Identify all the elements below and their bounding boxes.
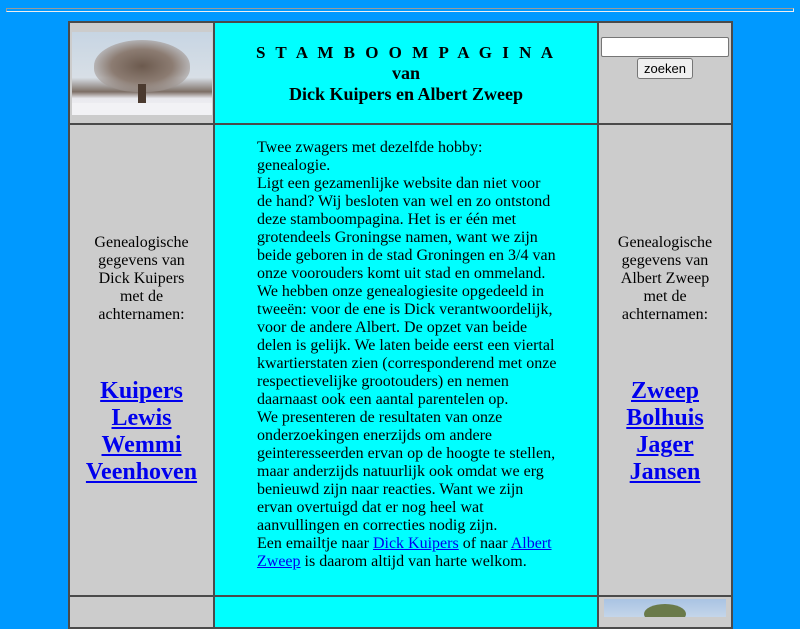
footer-right-cell xyxy=(598,596,732,628)
left-intro-line: Genealogische xyxy=(94,234,189,251)
title-authors: Dick Kuipers en Albert Zweep xyxy=(289,83,523,104)
surname-link-bolhuis[interactable]: Bolhuis xyxy=(626,405,704,431)
paragraph-5 xyxy=(257,535,557,571)
p5-middle: of naar xyxy=(458,535,511,552)
left-intro-line: achternamen: xyxy=(98,306,185,323)
page-title: S T A M B O O M P A G I N A xyxy=(255,42,556,62)
left-panel xyxy=(69,124,214,596)
tree-in-snow-image xyxy=(72,32,212,115)
search-form xyxy=(599,37,731,79)
paragraph-1: Twee zwagers met dezelfde hobby: genealogie. xyxy=(257,139,483,174)
left-intro-line: Dick Kuipers xyxy=(98,270,185,287)
right-intro-line: achternamen: xyxy=(621,306,709,323)
right-intro-line: gegevens van xyxy=(621,252,709,269)
right-intro-line: Genealogische xyxy=(617,234,713,251)
right-panel xyxy=(598,124,732,596)
surname-link-jager[interactable]: Jager xyxy=(636,432,694,458)
header-image-cell xyxy=(69,22,214,124)
surname-link-veenhoven[interactable]: Veenhoven xyxy=(85,459,198,485)
paragraph-4: We presenteren de resultaten van onze onderzoekingen enerzijds om andere geinteresseerden ervan op de hoogte te stellen, maar anderzijds natuurlijk ook omdat we erg benieuwd zijn naar reacties. Want we zijn ervan overtuigd dat er nog heel wat aanvullingen en correcties nodig zijn. xyxy=(257,409,556,534)
left-intro-line: met de xyxy=(119,288,164,305)
main-text-cell xyxy=(214,124,598,596)
left-intro-line: gegevens van xyxy=(98,252,185,269)
paragraph-2: Ligt een gezamenlijke website dan niet voor de hand? Wij besloten van wel en zo ontstond deze stamboompagina. Het is er één met grotendeels Groningse namen, want we zijn beide geboren in de stad Groningen en 3/4 van onze voorouders komt uit stad en ommeland. xyxy=(257,175,556,282)
surname-link-lewis[interactable]: Lewis xyxy=(111,405,172,431)
footer-center-cell xyxy=(214,596,598,628)
p5-suffix: is daarom altijd van harte welkom. xyxy=(300,553,527,570)
right-intro xyxy=(599,234,731,324)
surname-link-wemmi[interactable]: Wemmi xyxy=(101,432,182,458)
paragraph-3: We hebben onze genealogiesite opgedeeld in tweeën: voor de ene is Dick verantwoordelijk, voor de andere Albert. De opzet van beide delen is gelijk. We laten beide eerst een viertal kwartierstaten zien (corresponderend met onze respectievelijke grootouders) en nemen daarnaast ook een aantal parentelen op. xyxy=(257,283,557,408)
search-button[interactable]: zoeken xyxy=(637,58,693,79)
surname-link-jansen[interactable]: Jansen xyxy=(629,459,701,485)
right-surnames-list xyxy=(599,378,731,486)
search-input[interactable] xyxy=(601,37,729,57)
layout-table xyxy=(68,21,733,629)
email-link-albert-zweep[interactable]: Albert Zweep xyxy=(257,535,552,570)
left-intro xyxy=(70,234,213,324)
surname-link-zweep[interactable]: Zweep xyxy=(631,378,699,404)
intro-text xyxy=(215,139,597,571)
left-surnames-list xyxy=(70,378,213,486)
p5-prefix: Een emailtje naar xyxy=(257,535,373,552)
email-link-dick-kuipers[interactable]: Dick Kuipers xyxy=(372,535,459,552)
tree-crown-shape xyxy=(644,604,686,617)
search-cell xyxy=(598,22,732,124)
tree-photo-image xyxy=(604,599,726,617)
surname-link-kuipers[interactable]: Kuipers xyxy=(100,378,183,404)
title-van: van xyxy=(391,62,420,83)
header-title-cell xyxy=(214,22,598,124)
snow-ground-shape xyxy=(72,103,212,115)
right-intro-line: Albert Zweep xyxy=(620,270,710,287)
right-intro-line: met de xyxy=(643,288,687,305)
horizontal-rule xyxy=(6,8,794,12)
footer-left-cell xyxy=(69,596,214,628)
